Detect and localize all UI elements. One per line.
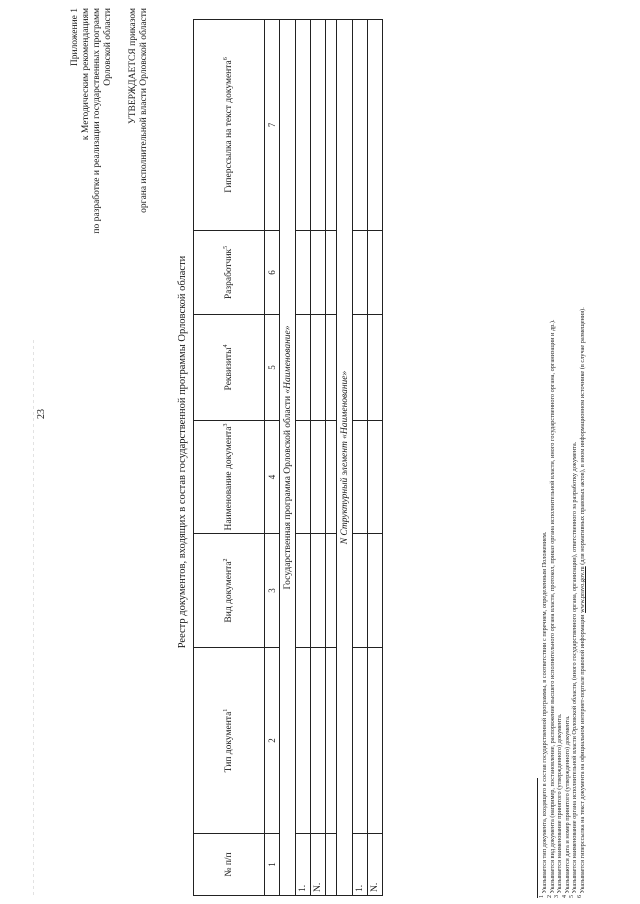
row-label: N.	[311, 834, 326, 896]
registry-title: Реестр документов, входящих в состав государственной программы Орловской области	[177, 255, 188, 649]
footnote-3: $^3$ Указывается наименование принятого (утвержденного) документа.	[554, 713, 564, 898]
table-cell	[368, 648, 383, 834]
table-cell	[353, 231, 368, 315]
approval-line-1: УТВЕРЖДАЕТСЯ приказом	[128, 8, 138, 125]
column-number: 7	[265, 20, 280, 231]
table-cell	[326, 421, 337, 534]
appendix-line-2: к Методическим рекомендациям	[81, 8, 91, 141]
table-cell	[353, 534, 368, 648]
header-requisites: Реквизиты$^4$	[194, 315, 265, 421]
table-cell	[311, 534, 326, 648]
header-doc-name: Наименование документа$^3$	[194, 421, 265, 534]
table-cell	[311, 315, 326, 421]
document-registry-table	[193, 19, 383, 896]
table-row	[311, 20, 326, 896]
table-cell	[326, 315, 337, 421]
table-cell	[326, 648, 337, 834]
table-cell	[296, 421, 311, 534]
table-row	[353, 20, 368, 896]
approval-line-2: органа исполнительной власти Орловской области	[139, 8, 149, 213]
header-number: № п/п	[194, 834, 265, 896]
column-number-row	[265, 20, 280, 896]
table-row	[326, 20, 337, 896]
table-cell	[326, 231, 337, 315]
table-cell	[296, 231, 311, 315]
table-cell	[326, 20, 337, 231]
column-number: 3	[265, 534, 280, 648]
header-hyperlink: Гиперссылка на текст документа$^6$	[194, 20, 265, 231]
row-label: N.	[368, 834, 383, 896]
table-cell	[326, 534, 337, 648]
appendix-line-3: по разработке и реализации государственных программ	[92, 8, 102, 234]
section-heading-structural-element: N Структурный элемент «Наименование»	[337, 20, 353, 896]
appendix-line-1: Приложение 1	[70, 8, 80, 67]
row-label: 1.	[296, 834, 311, 896]
table-cell	[353, 20, 368, 231]
header-doc-kind: Вид документа$^2$	[194, 534, 265, 648]
section-row-structural-element	[337, 20, 353, 896]
column-number: 6	[265, 231, 280, 315]
table-cell	[311, 20, 326, 231]
footnote-4: $^4$ Указываются дата и номер принятого (утвержденного) документа.	[561, 715, 571, 898]
section-row-program	[280, 20, 296, 896]
table-cell	[353, 648, 368, 834]
header-doc-type: Тип документа$^1$	[194, 648, 265, 834]
pravo-gov-link[interactable]: www.pravo.gov.ru	[578, 566, 586, 613]
table-cell	[368, 421, 383, 534]
column-number: 2	[265, 648, 280, 834]
footnote-separator	[537, 778, 538, 898]
table-cell	[353, 315, 368, 421]
appendix-line-4: Орловской области	[103, 8, 113, 86]
table-cell	[353, 421, 368, 534]
footnote-2: $^2$ Указывается вид документа (например, постановление, распоряжение высшего исполнительного органа власти, протокол, приказ органа исполнительной власти, иного государственного органа, организации и др.).	[546, 319, 556, 898]
table-cell	[296, 20, 311, 231]
table-header-row	[194, 20, 265, 896]
page-number: 23	[36, 409, 47, 419]
table-cell	[368, 20, 383, 231]
row-label: 1.	[353, 834, 368, 896]
footnote-5: $^5$ Указывается наименование органа исполнительной власти Орловской области, (иного государственного органа, организации), ответственного за разработку документа.	[569, 441, 579, 898]
section-heading-program: Государственная программа Орловской области «Наименование»	[280, 20, 296, 896]
table-cell	[311, 421, 326, 534]
column-number: 4	[265, 421, 280, 534]
column-number: 5	[265, 315, 280, 421]
table-cell	[296, 315, 311, 421]
approval-block	[128, 8, 150, 213]
table-cell	[296, 534, 311, 648]
table-cell	[311, 648, 326, 834]
table-row	[296, 20, 311, 896]
header-developer: Разработчик$^5$	[194, 231, 265, 315]
table-cell	[368, 231, 383, 315]
table-cell	[368, 534, 383, 648]
column-number: 1	[265, 834, 280, 896]
footnote-1: $^1$ Указывается тип документа, входящего в состав государственной программы, в соответствии с перечнем, определенным Положением.	[538, 531, 548, 898]
table-cell	[326, 834, 337, 896]
appendix-header	[70, 8, 114, 234]
footnotes	[537, 18, 587, 898]
table-cell	[368, 315, 383, 421]
table-cell	[311, 231, 326, 315]
table-cell	[296, 648, 311, 834]
footnote-6: $^6$ Указывается гиперссылка на текст документа на официальном интернет-портале правовой информации www.pravo.gov.ru (для нормативных правовых актов), в ином информационном источнике (в случае размещения).	[576, 307, 586, 898]
table-row	[368, 20, 383, 896]
